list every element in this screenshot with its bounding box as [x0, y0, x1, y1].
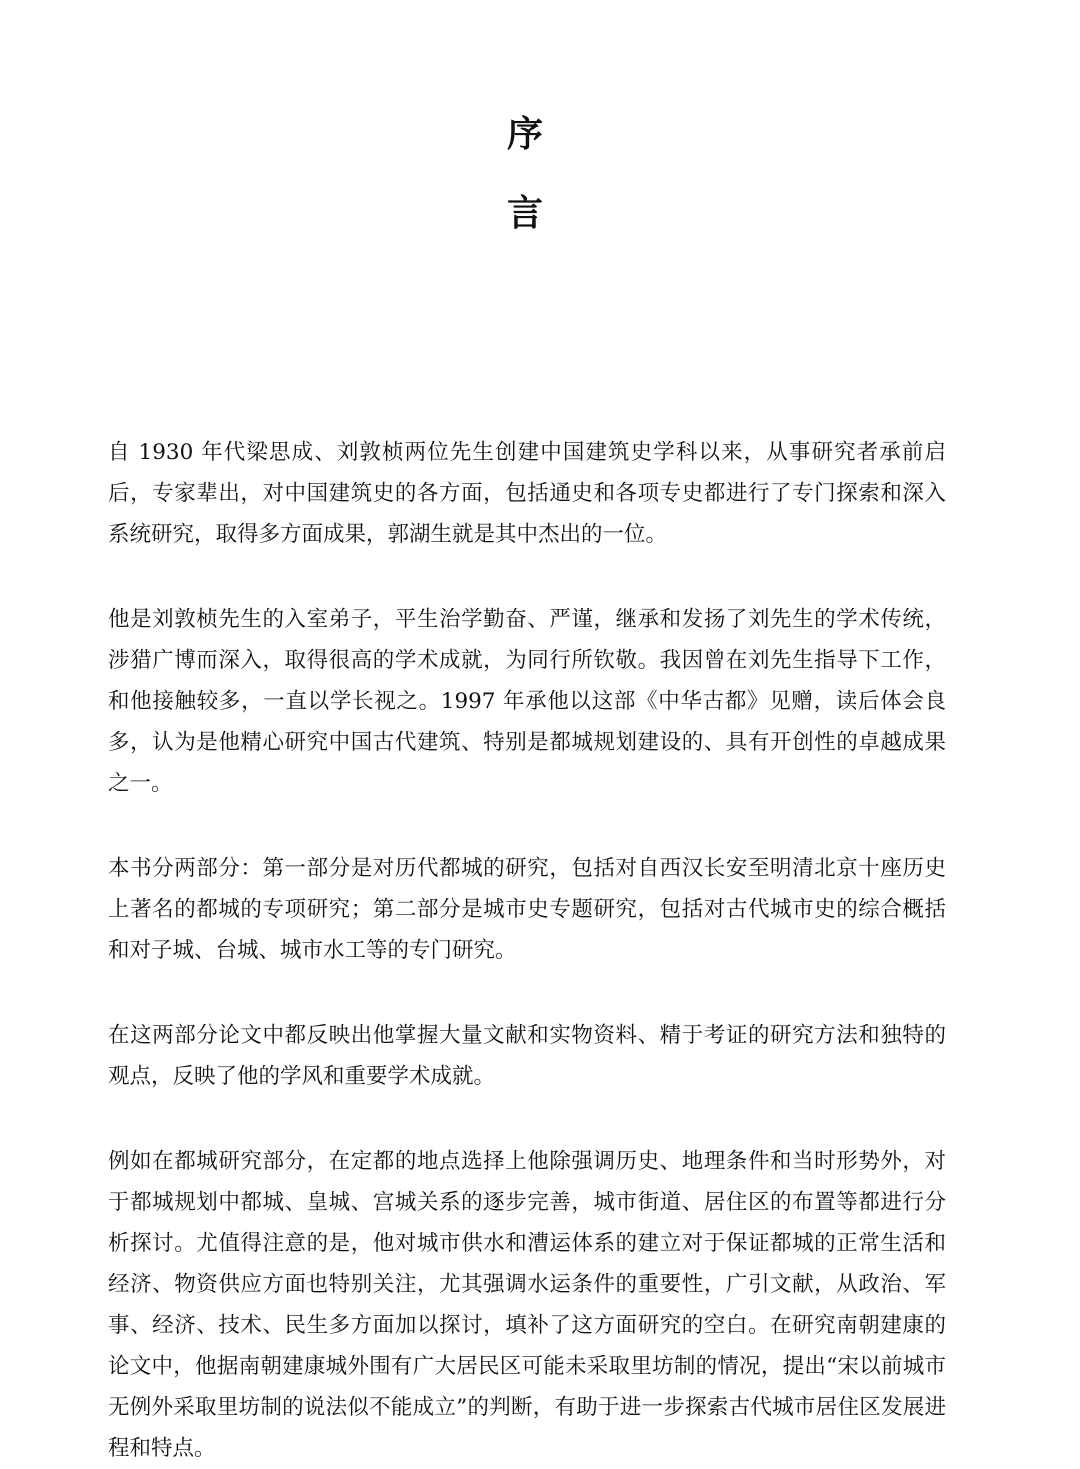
page-title-char-2: 言: [506, 192, 543, 234]
paragraph-2: 他是刘敦桢先生的入室弟子，平生治学勤奋、严谨，继承和发扬了刘先生的学术传统，涉猎广博而深入，取得很高的学术成就，为同行所钦敬。我因曾在刘先生指导下工作，和他接触较多，一直以学长视之。1997 年承他以这部《中华古都》见赠，读后体会良多，认为是他精心研究中国古代建筑、特别是都城规划建设的、具有开创性的卓越成果之一。: [108, 607, 946, 796]
paragraph-4: 在这两部分论文中都反映出他掌握大量文献和实物资料、精于考证的研究方法和独特的观点，反映了他的学风和重要学术成就。: [108, 1023, 946, 1089]
preface-body: [108, 432, 946, 1469]
paragraph-3: 本书分两部分：第一部分是对历代都城的研究，包括对自西汉长安至明清北京十座历史上著名的都城的专项研究；第二部分是城市史专题研究，包括对古代城市史的综合概括和对子城、台城、城市水工等的专门研究。: [108, 856, 946, 963]
paragraph-5: 例如在都城研究部分，在定都的地点选择上他除强调历史、地理条件和当时形势外，对于都城规划中都城、皇城、宫城关系的逐步完善，城市街道、居住区的布置等都进行分析探讨。尤值得注意的是，他对城市供水和漕运体系的建立对于保证都城的正常生活和经济、物资供应方面也特别关注，尤其强调水运条件的重要性，广引文献，从政治、军事、经济、技术、民生多方面加以探讨，填补了这方面研究的空白。在研究南朝建康的论文中，他据南朝建康城外围有广大居民区可能未采取里坊制的情况，提出“宋以前城市无例外采取里坊制的说法似不能成立”的判断，有助于进一步探索古代城市居住区发展进程和特点。: [108, 1149, 946, 1461]
page-title-char-1: 序: [506, 113, 543, 155]
paragraph-1: 自 1930 年代梁思成、刘敦桢两位先生创建中国建筑史学科以来，从事研究者承前启后，专家辈出，对中国建筑史的各方面，包括通史和各项专史都进行了专门探索和深入系统研究，取得多方面成果，郭湖生就是其中杰出的一位。: [108, 440, 946, 547]
